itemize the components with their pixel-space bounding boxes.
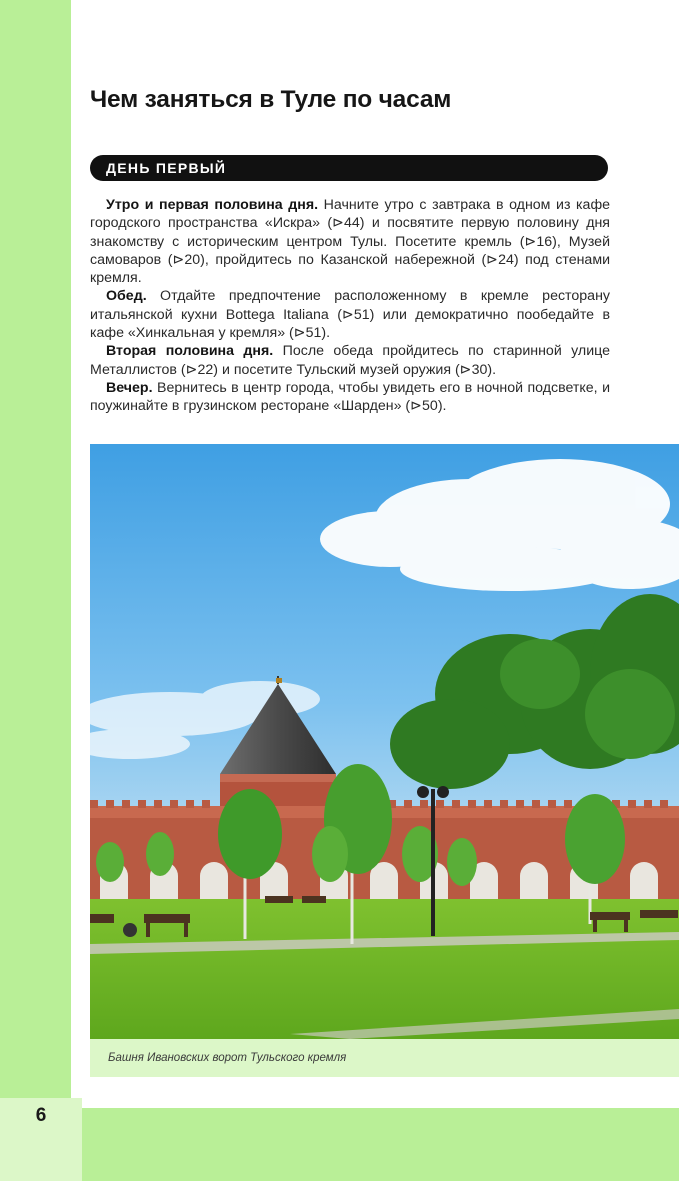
kremlin-photo — [90, 444, 679, 1039]
page-title: Чем заняться в Туле по часам — [90, 86, 452, 113]
paragraph-morning — [90, 196, 610, 287]
photo-caption: Башня Ивановских ворот Тульского кремля — [108, 1052, 347, 1064]
paragraph-body: Начните утро с завтрака в одном из кафе городского пространства «Искра» (⊳44) и посвятите первую половину дня знакомству с историческим центром Тулы. Посетите кремль (⊳16), Музей самоваров (⊳20), пройдитесь по Казанской набережной (⊳24) под стенами кремля. — [90, 197, 611, 287]
section-heading-bar — [90, 155, 608, 181]
paragraph-evening — [90, 379, 610, 416]
paragraph-afternoon — [90, 342, 610, 379]
paragraph-body: После обеда пройдитесь по старинной улице Металлистов (⊳22) и посетите Тульский музей оружия (⊳30). — [90, 343, 610, 378]
paragraph-lead: Утро и первая половина дня. — [106, 197, 319, 213]
paragraph-lead: Вторая половина дня. — [106, 343, 274, 360]
itinerary-text — [90, 196, 610, 416]
paragraph-body: Вернитесь в центр города, чтобы увидеть его в ночной подсветке, и поужинайте в грузинском ресторане «Шарден» (⊳50). — [90, 379, 610, 415]
paragraph-lunch — [90, 287, 610, 342]
photo-caption-box — [90, 1039, 679, 1077]
paragraph-lead: Обед. — [106, 288, 147, 305]
section-heading: ДЕНЬ ПЕРВЫЙ — [106, 160, 227, 176]
paragraph-body: Отдайте предпочтение расположенному в кремле ресторану итальянской кухни Bottega Italiana (⊳51) или демократично пообедайте в кафе «Хинкальная у кремля» (⊳51). — [90, 288, 610, 342]
page-number: 6 — [35, 1105, 47, 1126]
paragraph-lead: Вечер. — [106, 379, 153, 396]
left-accent-band — [0, 0, 71, 1098]
bottom-accent-band — [82, 1108, 679, 1181]
